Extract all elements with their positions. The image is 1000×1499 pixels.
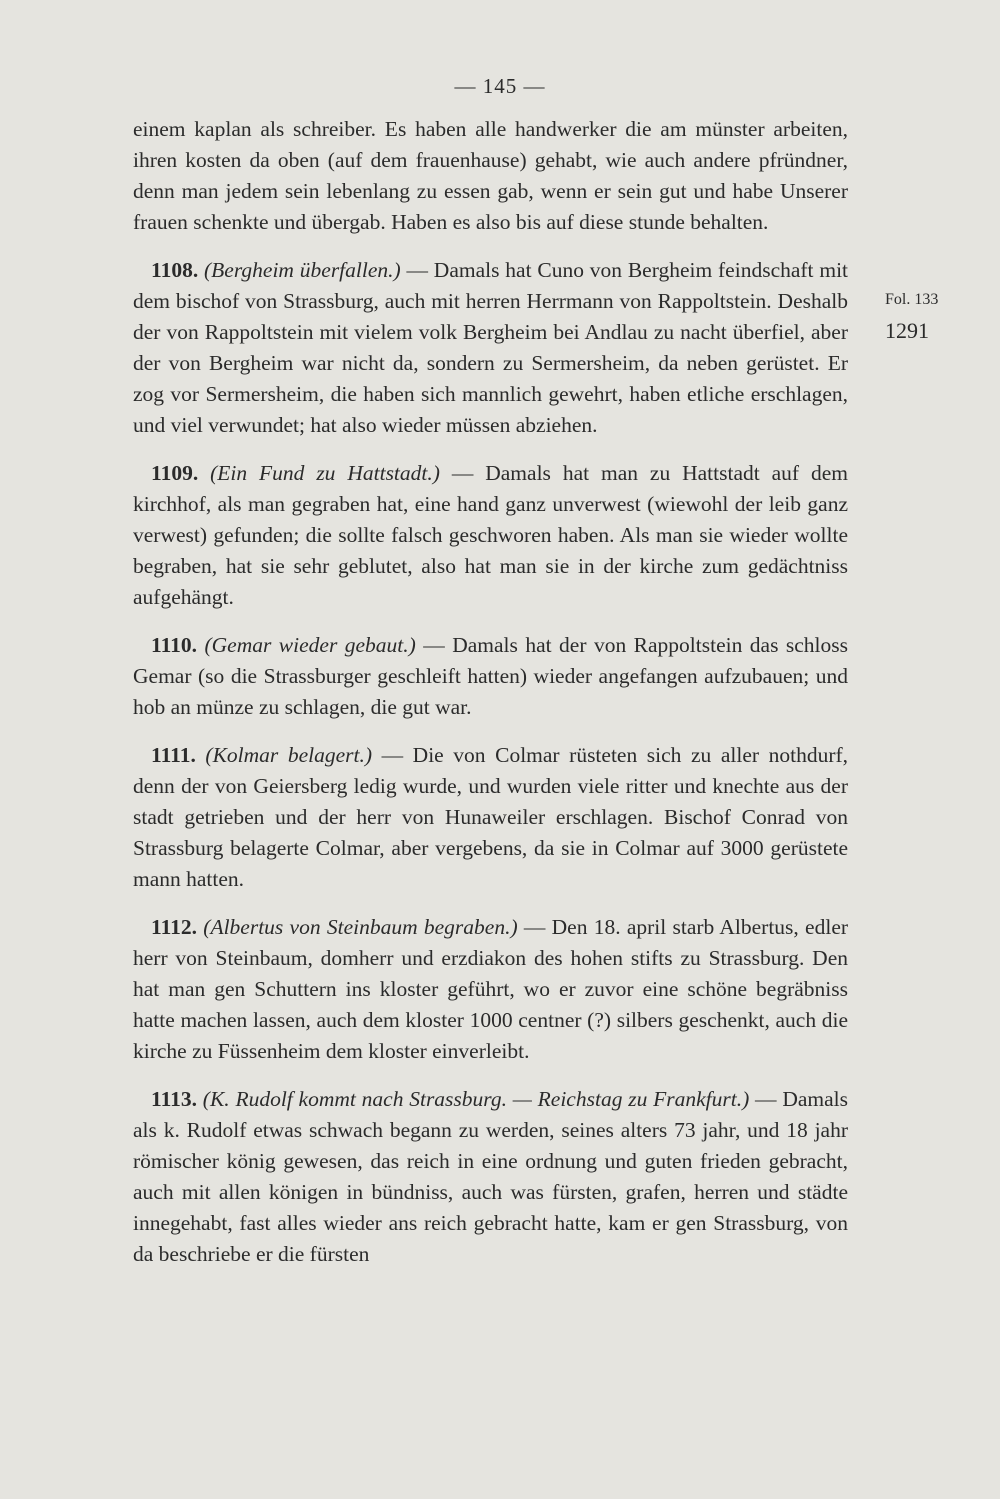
entry-1112 (133, 912, 848, 1067)
entry-title: (Albertus von Steinbaum begraben.) (203, 915, 518, 939)
folio-note: Fol. 133 (885, 291, 939, 308)
entry-1113 (133, 1084, 848, 1270)
entry-number: 1111. (151, 743, 196, 767)
entry-text: — Damals hat der von Rappoltstein das schloss Gemar (so die Strassburger geschleift hatten) wieder angefangen aufzubauen; und hob an münze zu schlagen, die gut war. (133, 633, 849, 719)
chronicle-text (133, 114, 848, 1270)
entry-number: 1110. (151, 633, 198, 657)
entry-text: — Damals hat man zu Hattstadt auf dem kirchhof, als man gegraben hat, eine hand ganz unverwest (wiewohl der leib ganz verwest) gefunden; die sollte falsch geschworen haben. Als man sie wieder wollte begraben, hat sie sehr geblutet, also hat man sie in der kirche zum gedächtniss aufgehängt. (133, 461, 849, 609)
intro-paragraph: einem kaplan als schreiber. Es haben alle handwerker die am münster arbeiten, ihren kosten da oben (auf dem frauenhause) gehabt, wie auch andere pfründner, denn man jedem sein lebenlang zu essen gab, wenn er sein gut und habe Unserer frauen schenkte und übergab. Haben es also bis auf diese stunde behalten. (133, 117, 848, 234)
entry-title: (Ein Fund zu Hattstadt.) (210, 461, 440, 485)
entry-title: (Bergheim überfallen.) (204, 258, 401, 282)
entry-number: 1113. (151, 1087, 198, 1111)
page-number: — 145 — (454, 74, 546, 98)
entry-1110 (133, 630, 848, 723)
entry-title: (K. Rudolf kommt nach Strassburg. — Reichstag zu Frankfurt.) (202, 1087, 750, 1111)
entry-number: 1109. (151, 461, 199, 485)
entry-text: — Damals hat Cuno von Bergheim feindschaft mit dem bischof von Strassburg, auch mit herren Herrmann von Rappoltstein. Deshalb der von Rappoltstein mit vielem volk Bergheim bei Andlau zu nacht überfiel, aber der von Bergheim war nicht da, sondern zu Sermersheim, da neben gerüstet. Er zog vor Sermersheim, die haben sich mannlich gewehrt, haben etliche erschlagen, und viel verwundet; hat also wieder müssen abziehen. (133, 258, 849, 437)
entry-text: — Den 18. april starb Albertus, edler herr von Steinbaum, domherr und erzdiakon des hohen stifts zu Strassburg. Den hat man gen Schuttern ins kloster geführt, wo er zuvor eine schöne begräbniss hatte machen lassen, auch dem kloster 1000 centner (?) silbers geschenkt, auch die kirche zu Füssenheim dem kloster einverleibt. (133, 915, 849, 1063)
entry-number: 1112. (151, 915, 198, 939)
entry-1111 (133, 740, 848, 895)
entry-1109 (133, 458, 848, 613)
entry-title: (Kolmar belagert.) (205, 743, 373, 767)
entry-text: — Damals als k. Rudolf etwas schwach begann zu werden, seines alters 73 jahr, und 18 jahr römischer könig gewesen, das reich in eine ordnung und guten frieden gebracht, auch mit allen königen in bündniss, auch was fürsten, grafen, herren und städte innegehabt, fast alles wieder ans reich gebracht hatte, kam er gen Strassburg, von da beschriebe er die fürsten (133, 1087, 848, 1266)
entry-number: 1108. (151, 258, 199, 282)
entry-1108 (133, 255, 848, 441)
entry-text: — Die von Colmar rüsteten sich zu aller nothdurf, denn der von Geiersberg ledig wurde, und wurden viele ritter und knechte aus der stadt getrieben und der herr von Hunaweiler erschlagen. Bischof Conrad von Strassburg belagerte Colmar, aber vergebens, da sie in Colmar auf 3000 gerüstete mann hatten. (133, 743, 849, 891)
year-note: 1291 (885, 318, 929, 343)
entry-title: (Gemar wieder gebaut.) (204, 633, 416, 657)
